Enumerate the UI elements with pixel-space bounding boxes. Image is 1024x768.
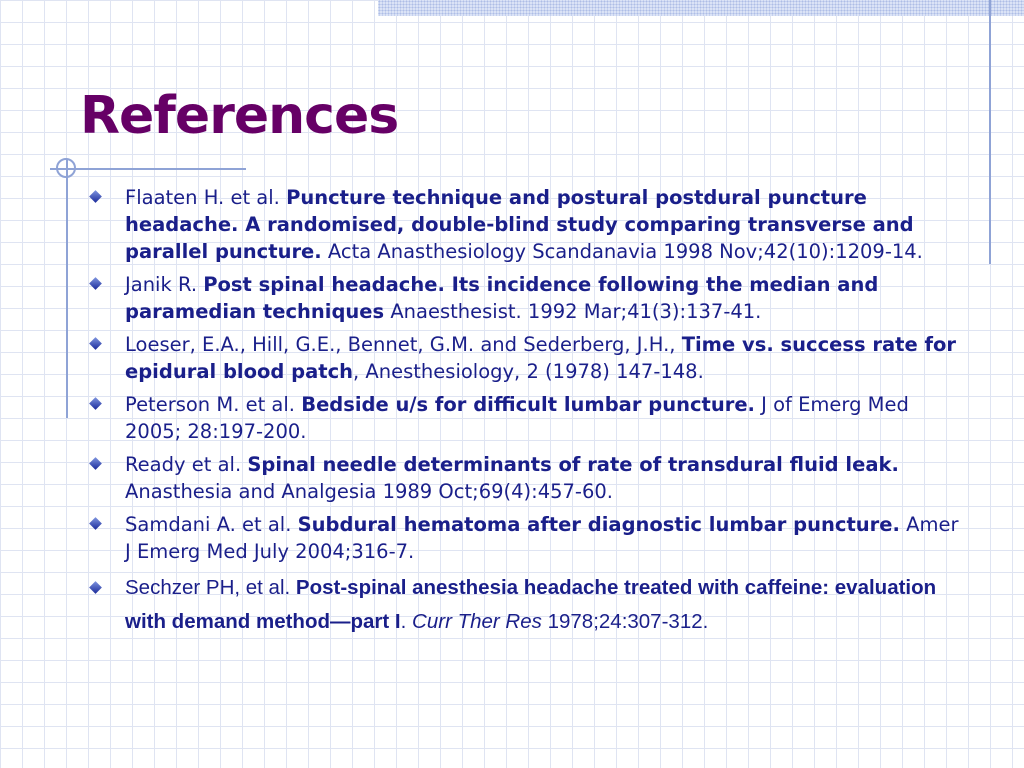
- diamond-bullet-icon: [89, 397, 102, 410]
- reference-title: Bedside u/s for difficult lumbar puncture.: [301, 393, 755, 416]
- reference-title: Subdural hematoma after diagnostic lumbar puncture.: [297, 513, 900, 536]
- reference-item: [88, 511, 968, 565]
- diamond-bullet-icon: [89, 581, 102, 594]
- reference-source: , Anesthesiology, 2 (1978) 147-148.: [353, 360, 704, 383]
- reference-authors: Flaaten H. et al.: [125, 186, 287, 209]
- decorative-ring-icon: [56, 158, 76, 178]
- diamond-bullet-icon: [89, 517, 102, 530]
- reference-source: J of Emerg Med 2005; 28:197-200.: [125, 393, 909, 443]
- diamond-bullet-icon: [89, 457, 102, 470]
- reference-source: Anasthesia and Analgesia 1989 Oct;69(4):457-60.: [125, 480, 613, 503]
- reference-source: Amer J Emerg Med July 2004;316-7.: [125, 513, 959, 563]
- reference-authors: Sechzer PH, et al.: [125, 576, 296, 599]
- reference-source: Acta Anasthesiology Scandanavia 1998 Nov;42(10):1209-14.: [321, 240, 923, 263]
- reference-item: [88, 271, 968, 325]
- decorative-horizontal-line: [50, 168, 246, 170]
- reference-item: [88, 571, 968, 639]
- decorative-vertical-line-right: [989, 0, 991, 264]
- reference-title: Post spinal headache. Its incidence following the median and paramedian techniques: [125, 273, 879, 323]
- reference-source: .: [400, 610, 413, 633]
- diamond-bullet-icon: [89, 337, 102, 350]
- reference-title: Time vs. success rate for epidural blood patch: [125, 333, 956, 383]
- reference-title: Spinal needle determinants of rate of transdural fluid leak.: [247, 453, 899, 476]
- reference-authors: Loeser, E.A., Hill, G.E., Bennet, G.M. and Sederberg, J.H.,: [125, 333, 682, 356]
- reference-item: [88, 331, 968, 385]
- reference-source-end: 1978;24:307-312.: [541, 610, 709, 633]
- reference-authors: Peterson M. et al.: [125, 393, 302, 416]
- diamond-bullet-icon: [89, 190, 102, 203]
- reference-title: Puncture technique and postural postdural puncture headache. A randomised, double-blind study comparing transverse and parallel puncture.: [125, 186, 914, 263]
- reference-item: [88, 391, 968, 445]
- reference-journal: Curr Ther Res: [412, 610, 542, 633]
- reference-authors: Janik R.: [125, 273, 204, 296]
- diamond-bullet-icon: [89, 277, 102, 290]
- top-hatch-band: [378, 0, 1024, 16]
- reference-authors: Samdani A. et al.: [125, 513, 298, 536]
- reference-list: [88, 184, 968, 645]
- reference-item: [88, 184, 968, 265]
- reference-source: Anaesthesist. 1992 Mar;41(3):137-41.: [384, 300, 762, 323]
- slide-title: References: [80, 86, 399, 146]
- reference-item: [88, 451, 968, 505]
- reference-authors: Ready et al.: [125, 453, 248, 476]
- reference-title: Post-spinal anesthesia headache treated with caffeine: evaluation with demand method—part I: [125, 576, 937, 633]
- decorative-vertical-line-left: [66, 160, 68, 418]
